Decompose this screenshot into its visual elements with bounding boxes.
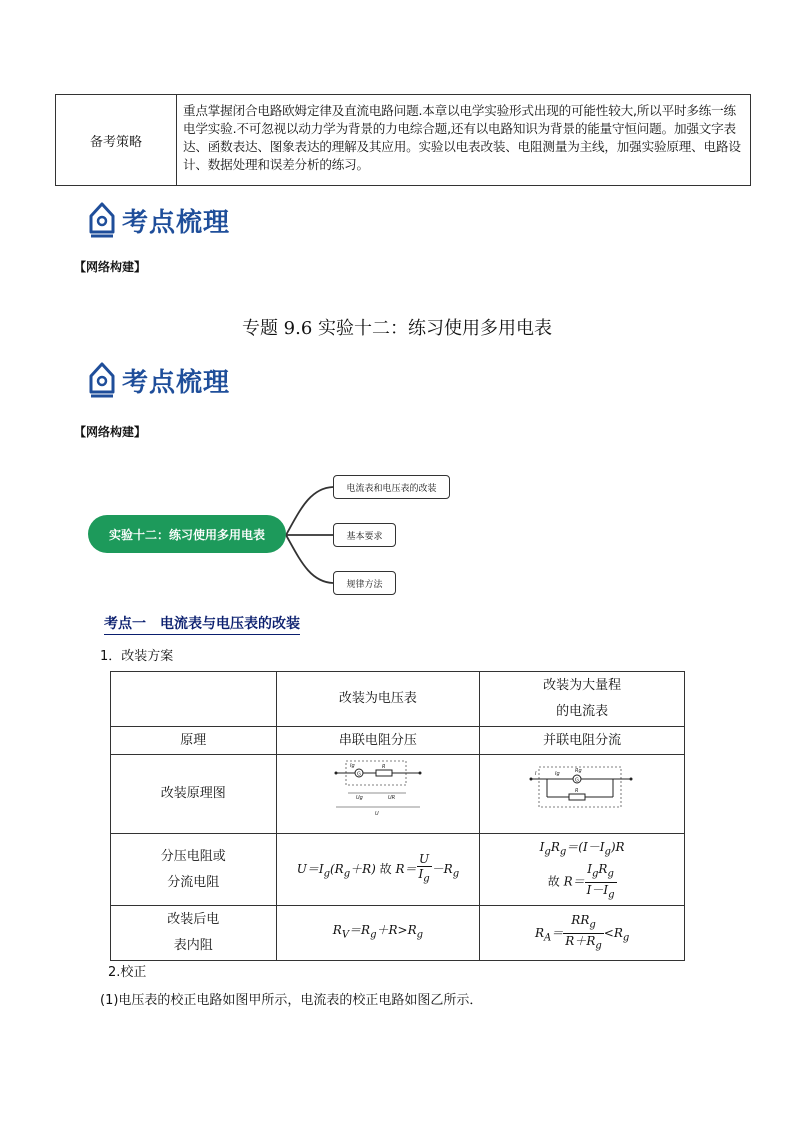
row-principle-ammeter: 并联电阻分流 xyxy=(480,727,685,755)
strategy-label: 备考策略 xyxy=(56,95,177,185)
heading-text: 考点梳理 xyxy=(122,367,231,398)
formula-ammeter-resistance: $R_A=$ $\frac{RR_g}{R+R_g}$ $<R_g$ xyxy=(534,913,630,951)
row-resistor-label-line1: 分压电阻或 xyxy=(160,848,226,864)
formula-shunt-equation: $I_gR_g=(I-I_g)R$ xyxy=(539,839,625,858)
header-ammeter-line2: 的电流表 xyxy=(556,704,609,719)
row-resistor-label xyxy=(111,834,277,906)
paragraph-calibration: (1)电压表的校正电路如图甲所示，电流表的校正电路如图乙所示． xyxy=(100,993,483,1008)
document-title: 专题 9.6 实验十二：练习使用多用电表 xyxy=(241,318,553,339)
shunt-resistor-formula xyxy=(480,834,685,906)
svg-text:Rg: Rg xyxy=(575,768,582,774)
header-ammeter xyxy=(480,672,685,727)
subheading-network: 【网络构建】 xyxy=(74,425,147,439)
section-heading-1 xyxy=(88,200,230,240)
svg-text:Ig: Ig xyxy=(349,763,355,769)
conversion-table xyxy=(110,671,685,961)
svg-text:I: I xyxy=(535,771,537,777)
row-internal-label-line1: 改装后电 xyxy=(167,912,220,927)
strategy-text: 重点掌握闭合电路欧姆定律及直流电路问题.本章以电学实验形式出现的可能性较大,所以平时多练一练电学实验.不可忽视以动力学为背景的力电综合题,还有以电路知识为背景的能量守恒问题。加强文字表达、函数表达、图象表达的理解及其应用。实验以电表改装、电阻测量为主线，加强实验原理、电路设计、数据处理和误差分析的练习。 xyxy=(183,103,741,172)
row-diagram-label: 改装原理图 xyxy=(111,755,277,834)
voltmeter-internal-resistance xyxy=(276,906,480,961)
svg-text:G: G xyxy=(575,777,579,784)
formula-shunt-resistor: 故 R＝ $\frac{I_gR_g}{I-I_g}$ xyxy=(547,862,615,901)
pen-nib-icon xyxy=(88,362,116,398)
section-title: 考点一 电流表与电压表的改装 xyxy=(104,613,300,635)
svg-text:G: G xyxy=(356,771,361,778)
svg-text:Ug: Ug xyxy=(355,795,363,801)
row-resistor-label-line2: 分流电阻 xyxy=(167,874,220,890)
mindmap-root: 实验十二：练习使用多用电表 xyxy=(88,515,286,553)
row-principle-voltmeter: 串联电阻分压 xyxy=(276,727,480,755)
list-item-2: 2.校正 xyxy=(108,965,147,980)
row-principle-label: 原理 xyxy=(111,727,277,755)
section-heading-2 xyxy=(88,360,230,400)
series-resistor-formula xyxy=(276,834,480,906)
table-corner xyxy=(111,672,277,727)
svg-text:Ig: Ig xyxy=(555,771,560,777)
ammeter-circuit-diagram xyxy=(480,755,685,834)
mindmap-node-2: 基本要求 xyxy=(333,523,396,547)
svg-text:R: R xyxy=(381,764,386,770)
mindmap-node-3: 规律方法 xyxy=(333,571,396,595)
mindmap-node-1: 电流表和电压表的改装 xyxy=(333,475,450,499)
parallel-circuit-icon xyxy=(527,765,637,813)
voltmeter-circuit-diagram xyxy=(276,755,480,834)
svg-text:U: U xyxy=(374,811,379,817)
formula-series-resistor: $U=I_g(R_g+R)$ 故 R＝ $\frac{U}{I_g}$ $-R_g$ xyxy=(296,851,460,885)
formula-voltmeter-resistance: $R_V=R_g+R>R_g$ xyxy=(332,923,424,941)
header-ammeter-line1: 改装为大量程 xyxy=(543,678,622,693)
pen-nib-icon xyxy=(88,202,116,238)
heading-text: 考点梳理 xyxy=(122,207,231,238)
ammeter-internal-resistance xyxy=(480,906,685,961)
row-internal-label-line2: 表内阻 xyxy=(173,938,213,953)
header-voltmeter: 改装为电压表 xyxy=(276,672,480,727)
strategy-table xyxy=(55,94,751,186)
series-circuit-icon xyxy=(328,757,428,821)
svg-text:R: R xyxy=(575,788,579,794)
list-item-1: 1．改装方案 xyxy=(100,649,174,664)
svg-text:UR: UR xyxy=(387,795,396,801)
subheading-network: 【网络构建】 xyxy=(74,260,147,274)
row-internal-resistance-label xyxy=(111,906,277,961)
